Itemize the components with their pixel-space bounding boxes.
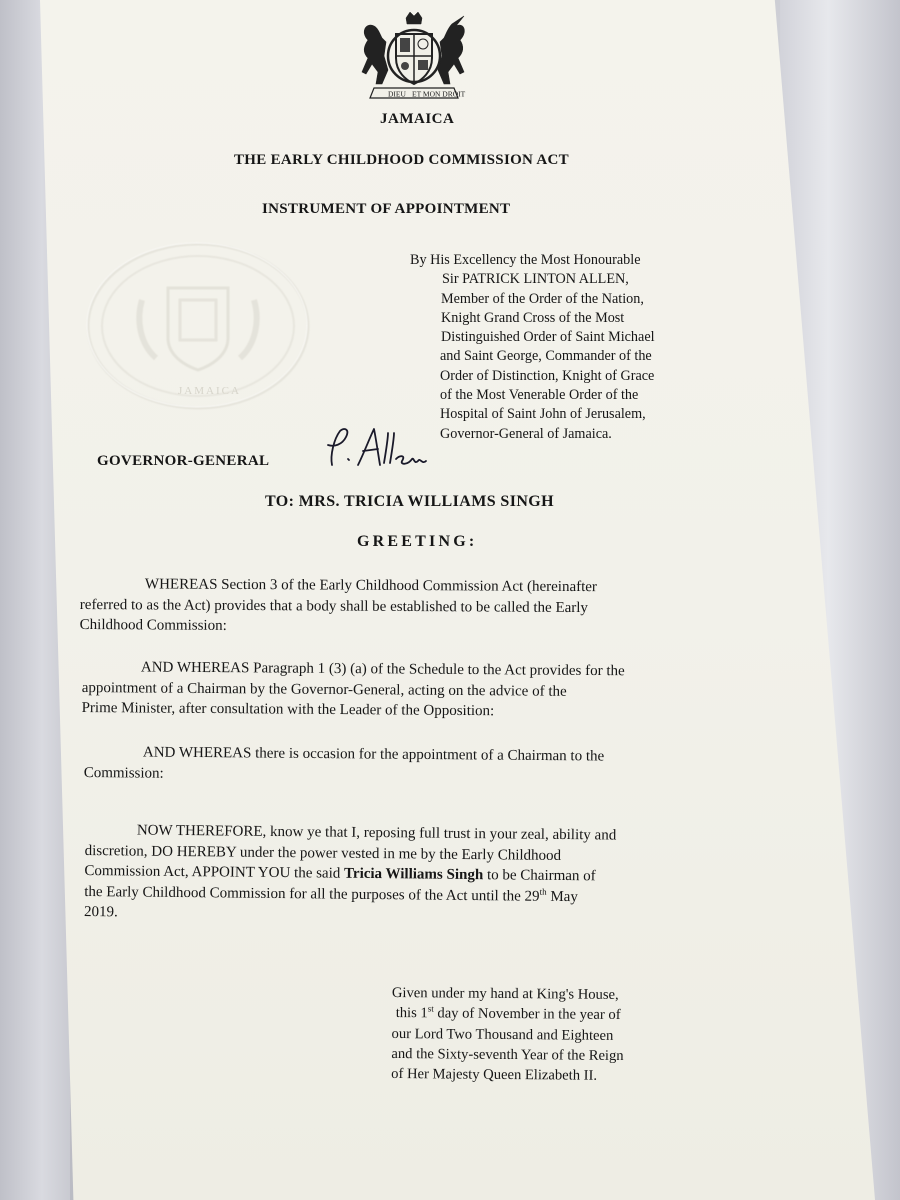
- given-line: of Her Majesty Queen Elizabeth II.: [391, 1066, 598, 1084]
- style-line: Member of the Order of the Nation,: [441, 290, 644, 307]
- given-text: this 1: [395, 1005, 428, 1022]
- paragraph-line: AND WHEREAS there is occasion for the appointment of a Chairman to the: [142, 744, 605, 765]
- paragraph-line: WHEREAS Section 3 of the Early Childhood Commission Act (hereinafter: [144, 576, 597, 596]
- style-line: Order of Distinction, Knight of Grace: [440, 367, 655, 384]
- given-under-hand-block: [391, 983, 624, 1087]
- svg-text:DIEU: DIEU: [388, 89, 406, 99]
- paragraph-line: 2019.: [83, 903, 118, 921]
- paragraph-line: NOW THEREFORE, know ye that I, reposing full trust in your zeal, ability and: [136, 822, 617, 844]
- paragraph-text: Commission Act, APPOINT YOU the said: [84, 862, 345, 882]
- paragraph-line: referred to as the Act) provides that a body shall be established to be called the Early: [79, 596, 589, 616]
- paragraph-line: appointment of a Chairman by the Governor-General, acting on the advice of the: [81, 679, 567, 700]
- handwritten-signature-icon: [318, 425, 433, 477]
- given-line: Given under my hand at King's House,: [391, 984, 619, 1003]
- appointee-line: TO: MRS. TRICIA WILLIAMS SINGH: [265, 493, 554, 510]
- given-line: and the Sixty-seventh Year of the Reign: [391, 1045, 624, 1064]
- ordinal-suffix: th: [539, 886, 547, 897]
- whereas-paragraph-2: [82, 657, 625, 723]
- ordinal-suffix: st: [427, 1003, 434, 1014]
- embossed-seal-icon: [82, 240, 314, 412]
- style-line: and Saint George, Commander of the: [440, 348, 652, 365]
- document-country: JAMAICA: [380, 111, 455, 127]
- royal-coat-of-arms-icon: [352, 12, 476, 102]
- paragraph-text: to be Chairman of: [483, 867, 596, 885]
- paragraph-line: Childhood Commission:: [79, 616, 227, 634]
- style-line: of the Most Venerable Order of the: [440, 387, 639, 404]
- style-line: By His Excellency the Most Honourable: [410, 252, 641, 268]
- whereas-paragraph-3: [84, 742, 605, 788]
- style-line: Knight Grand Cross of the Most: [441, 309, 625, 326]
- style-line: Hospital of Saint John of Jerusalem,: [440, 406, 646, 423]
- whereas-paragraph-1: [80, 574, 597, 639]
- paragraph-line: AND WHEREAS Paragraph 1 (3) (a) of the Schedule to the Act provides for the: [140, 659, 625, 680]
- svg-text:JAMAICA: JAMAICA: [178, 385, 241, 397]
- paragraph-text: May: [546, 888, 578, 905]
- instrument-title: INSTRUMENT OF APPOINTMENT: [262, 201, 511, 217]
- greeting-heading: GREETING:: [357, 533, 478, 550]
- governor-general-style: [410, 251, 655, 444]
- style-line: Distinguished Order of Saint Michael: [441, 329, 655, 346]
- given-line: our Lord Two Thousand and Eighteen: [391, 1025, 614, 1044]
- given-line: [396, 1003, 624, 1025]
- paragraph-line: Prime Minister, after consultation with the Leader of the Opposition:: [81, 699, 495, 720]
- act-title: THE EARLY CHILDHOOD COMMISSION ACT: [234, 152, 569, 168]
- paragraph-text: the Early Childhood Commission for all the purposes of the Act until the 29: [84, 883, 540, 905]
- paragraph-line: discretion, DO HEREBY under the power vested in me by the Early Childhood: [84, 842, 562, 864]
- style-line: Governor-General of Jamaica.: [440, 425, 612, 442]
- svg-text:ET MON DROIT: ET MON DROIT: [412, 89, 466, 99]
- paragraph-line: Commission:: [83, 764, 164, 782]
- style-line: Sir PATRICK LINTON ALLEN,: [442, 271, 629, 288]
- appointee-name: Tricia Williams Singh: [343, 865, 484, 884]
- appointment-paragraph: [84, 820, 616, 928]
- governor-general-label: GOVERNOR-GENERAL: [97, 453, 270, 469]
- given-text: day of November in the year of: [433, 1005, 621, 1024]
